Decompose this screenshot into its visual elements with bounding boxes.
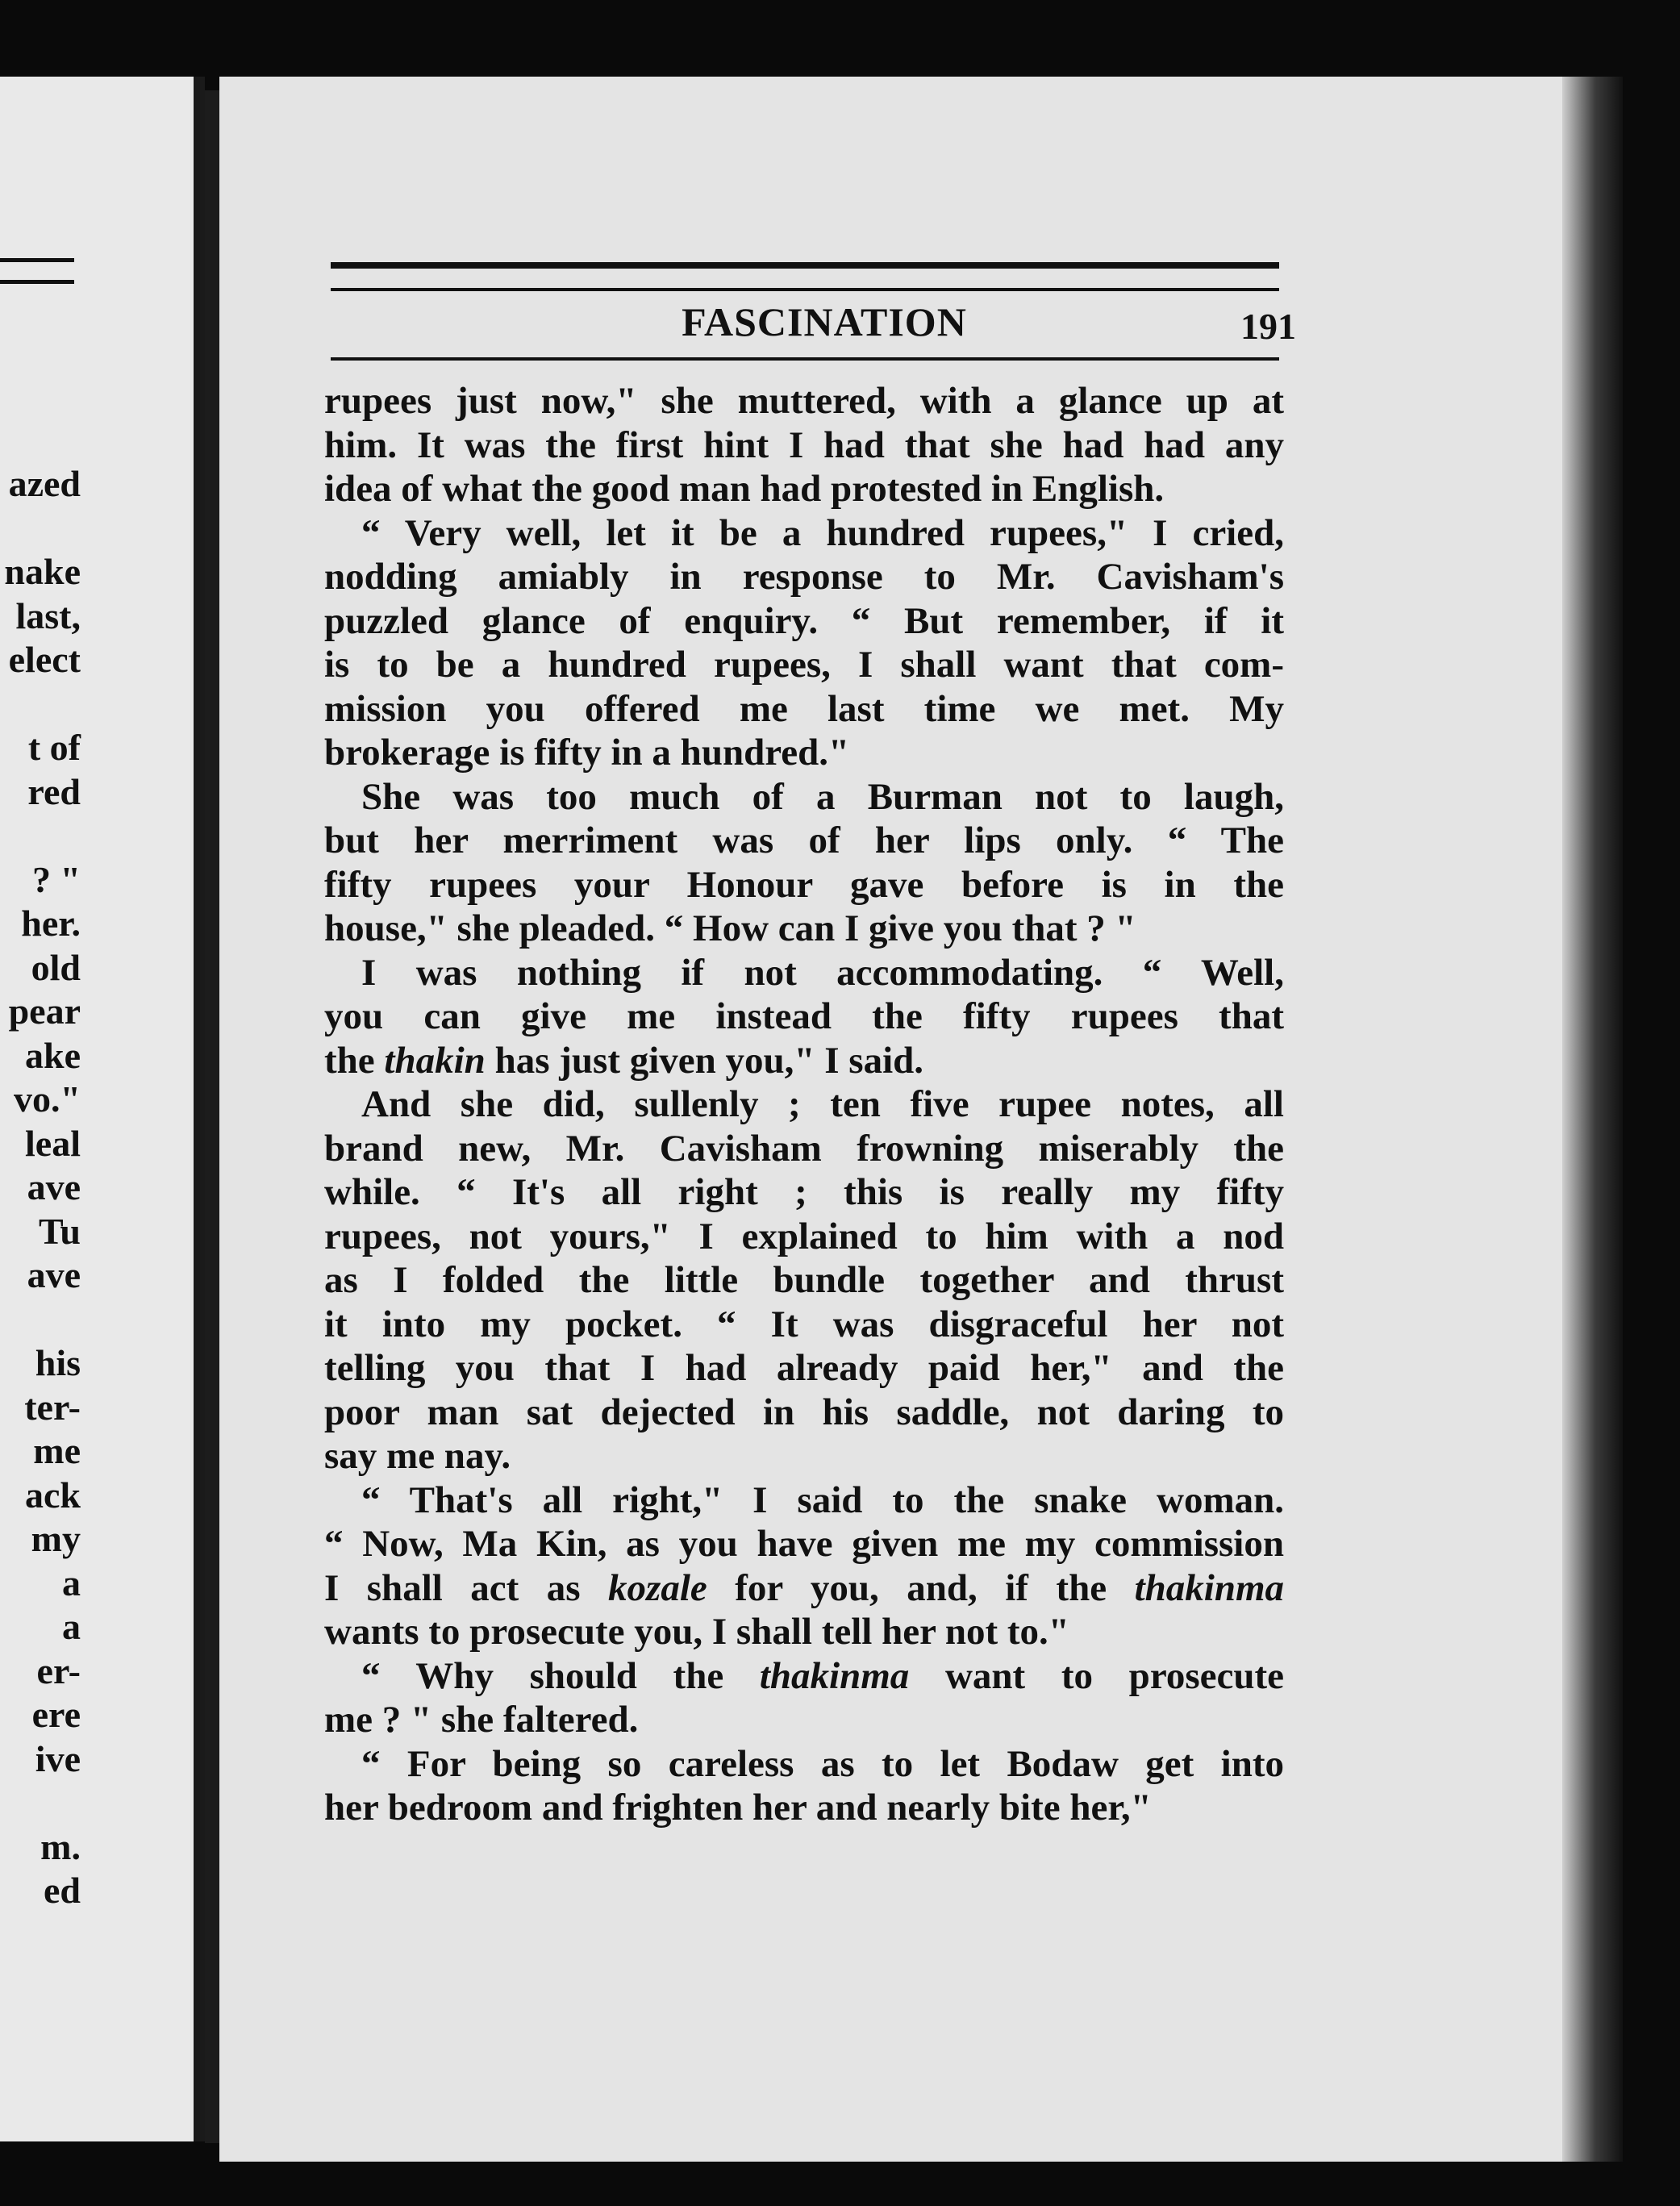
previous-page-fragment [0, 814, 81, 858]
previous-page-fragment [0, 1781, 81, 1825]
previous-page-fragment: ? " [31, 858, 81, 900]
text-line: fifty rupees your Honour gave before is in the [324, 863, 1284, 906]
text-line: wants to prosecute you, I shall tell her not to." [324, 1611, 1069, 1653]
text-line: rupees just now," she muttered, with a glance up at [324, 380, 1284, 422]
body-text [324, 379, 1284, 1830]
text-line: “ For being so careless as to let Bodaw get into [361, 1742, 1284, 1785]
previous-page-fragment: leal [25, 1122, 81, 1164]
text-line: “ Why should the thakinma want to prosecute [361, 1654, 1284, 1697]
header-rule [331, 357, 1279, 361]
text-line: as I folded the little bundle together and thrust [324, 1259, 1284, 1301]
previous-page-fragment: ter- [24, 1386, 81, 1428]
previous-page-fragment: ake [25, 1034, 81, 1076]
text-line: him. It was the first hint I had that she had had any [324, 423, 1284, 466]
text-line: “ Now, Ma Kin, as you have given me my commission [324, 1523, 1284, 1565]
text-line: mission you offered me last time we met. My [324, 687, 1284, 730]
previous-page-fragment: ive [35, 1737, 81, 1779]
text-line: is to be a hundred rupees, I shall want that com- [324, 644, 1284, 686]
text-line: “ Very well, let it be a hundred rupees," I cried, [361, 511, 1284, 554]
text-line: telling you that I had already paid her," and the [324, 1347, 1284, 1389]
text-line: rupees, not yours," I explained to him with a nod [324, 1215, 1284, 1257]
previous-page-fragment: a [62, 1606, 81, 1647]
text-line: puzzled glance of enquiry. “ But remember, if it [324, 599, 1284, 642]
text-line: I was nothing if not accommodating. “ Well, [361, 951, 1284, 994]
previous-page-fragment: his [35, 1342, 81, 1383]
text-line: me ? " she faltered. [324, 1699, 639, 1741]
page-number: 191 [1240, 306, 1296, 347]
book-gutter [205, 90, 221, 2143]
previous-page-fragment: ave [27, 1166, 81, 1207]
text-line: She was too much of a Burman not to laugh, [361, 775, 1284, 818]
italic-word: thakin [384, 1039, 486, 1082]
previous-page-fragment: elect [8, 639, 81, 680]
previous-page-fragment: Tu [38, 1210, 81, 1252]
running-title: FASCINATION [682, 299, 967, 344]
text-line: And she did, sullenly ; ten five rupee notes, all [361, 1083, 1284, 1125]
previous-page-fragment: ed [44, 1870, 81, 1911]
text-line: the thakin has just given you," I said. [324, 1039, 924, 1082]
text-line: idea of what the good man had protested in English. [324, 468, 1165, 510]
previous-page-fragment: azed [8, 463, 81, 504]
previous-page-fragment: t of [27, 727, 81, 768]
text-line: nodding amiably in response to Mr. Cavisham's [324, 556, 1284, 598]
text-line: poor man sat dejected in his saddle, not daring to [324, 1391, 1284, 1433]
text-line: it into my pocket. “ It was disgraceful her not [324, 1303, 1284, 1345]
previous-page-fragment: old [31, 946, 81, 988]
text-line: say me nay. [324, 1435, 511, 1477]
text-line: her bedroom and frighten her and nearly bite her," [324, 1787, 1152, 1829]
previous-page-fragment: er- [36, 1649, 81, 1691]
previous-page-fragment: red [27, 770, 81, 812]
book-spine-edge [1562, 77, 1623, 2162]
previous-page-fragment: ack [25, 1474, 81, 1516]
text-line: but her merriment was of her lips only. “ The [324, 819, 1284, 861]
previous-page-fragment [0, 682, 81, 727]
book-page [219, 77, 1623, 2162]
previous-page-fragment: ave [27, 1254, 81, 1295]
previous-page-fragment [0, 507, 81, 551]
header-double-rule [331, 262, 1279, 291]
italic-word: thakinma [1134, 1566, 1285, 1609]
text-line: brand new, Mr. Cavisham frowning miserably the [324, 1127, 1284, 1170]
previous-page-fragment: a [62, 1562, 81, 1603]
text-line: I shall act as kozale for you, and, if the thakinma [324, 1566, 1285, 1609]
text-line: you can give me instead the fifty rupees that [324, 995, 1284, 1037]
text-line: while. “ It's all right ; this is really my fifty [324, 1171, 1284, 1213]
previous-page-header-rule [0, 258, 74, 284]
previous-page-fragment: ere [31, 1694, 81, 1735]
text-line: house," she pleaded. “ How can I give you that ? " [324, 907, 1136, 949]
previous-page-fragment: m. [40, 1825, 81, 1867]
italic-word: thakinma [759, 1654, 910, 1697]
previous-page-fragment: her. [21, 903, 81, 944]
previous-page-fragment: my [31, 1518, 81, 1559]
previous-page-fragment: vo." [13, 1078, 81, 1120]
previous-page [0, 77, 205, 2141]
previous-page-text-fragments [0, 462, 81, 1913]
text-line: brokerage is fifty in a hundred." [324, 732, 850, 774]
previous-page-fragment: nake [4, 551, 81, 592]
previous-page-fragment [0, 1298, 81, 1342]
previous-page-fragment: pear [8, 990, 81, 1032]
italic-word: kozale [608, 1566, 707, 1609]
text-line: “ That's all right," I said to the snake woman. [361, 1478, 1284, 1521]
previous-page-fragment: last, [15, 594, 81, 636]
previous-page-fragment: me [33, 1430, 81, 1471]
